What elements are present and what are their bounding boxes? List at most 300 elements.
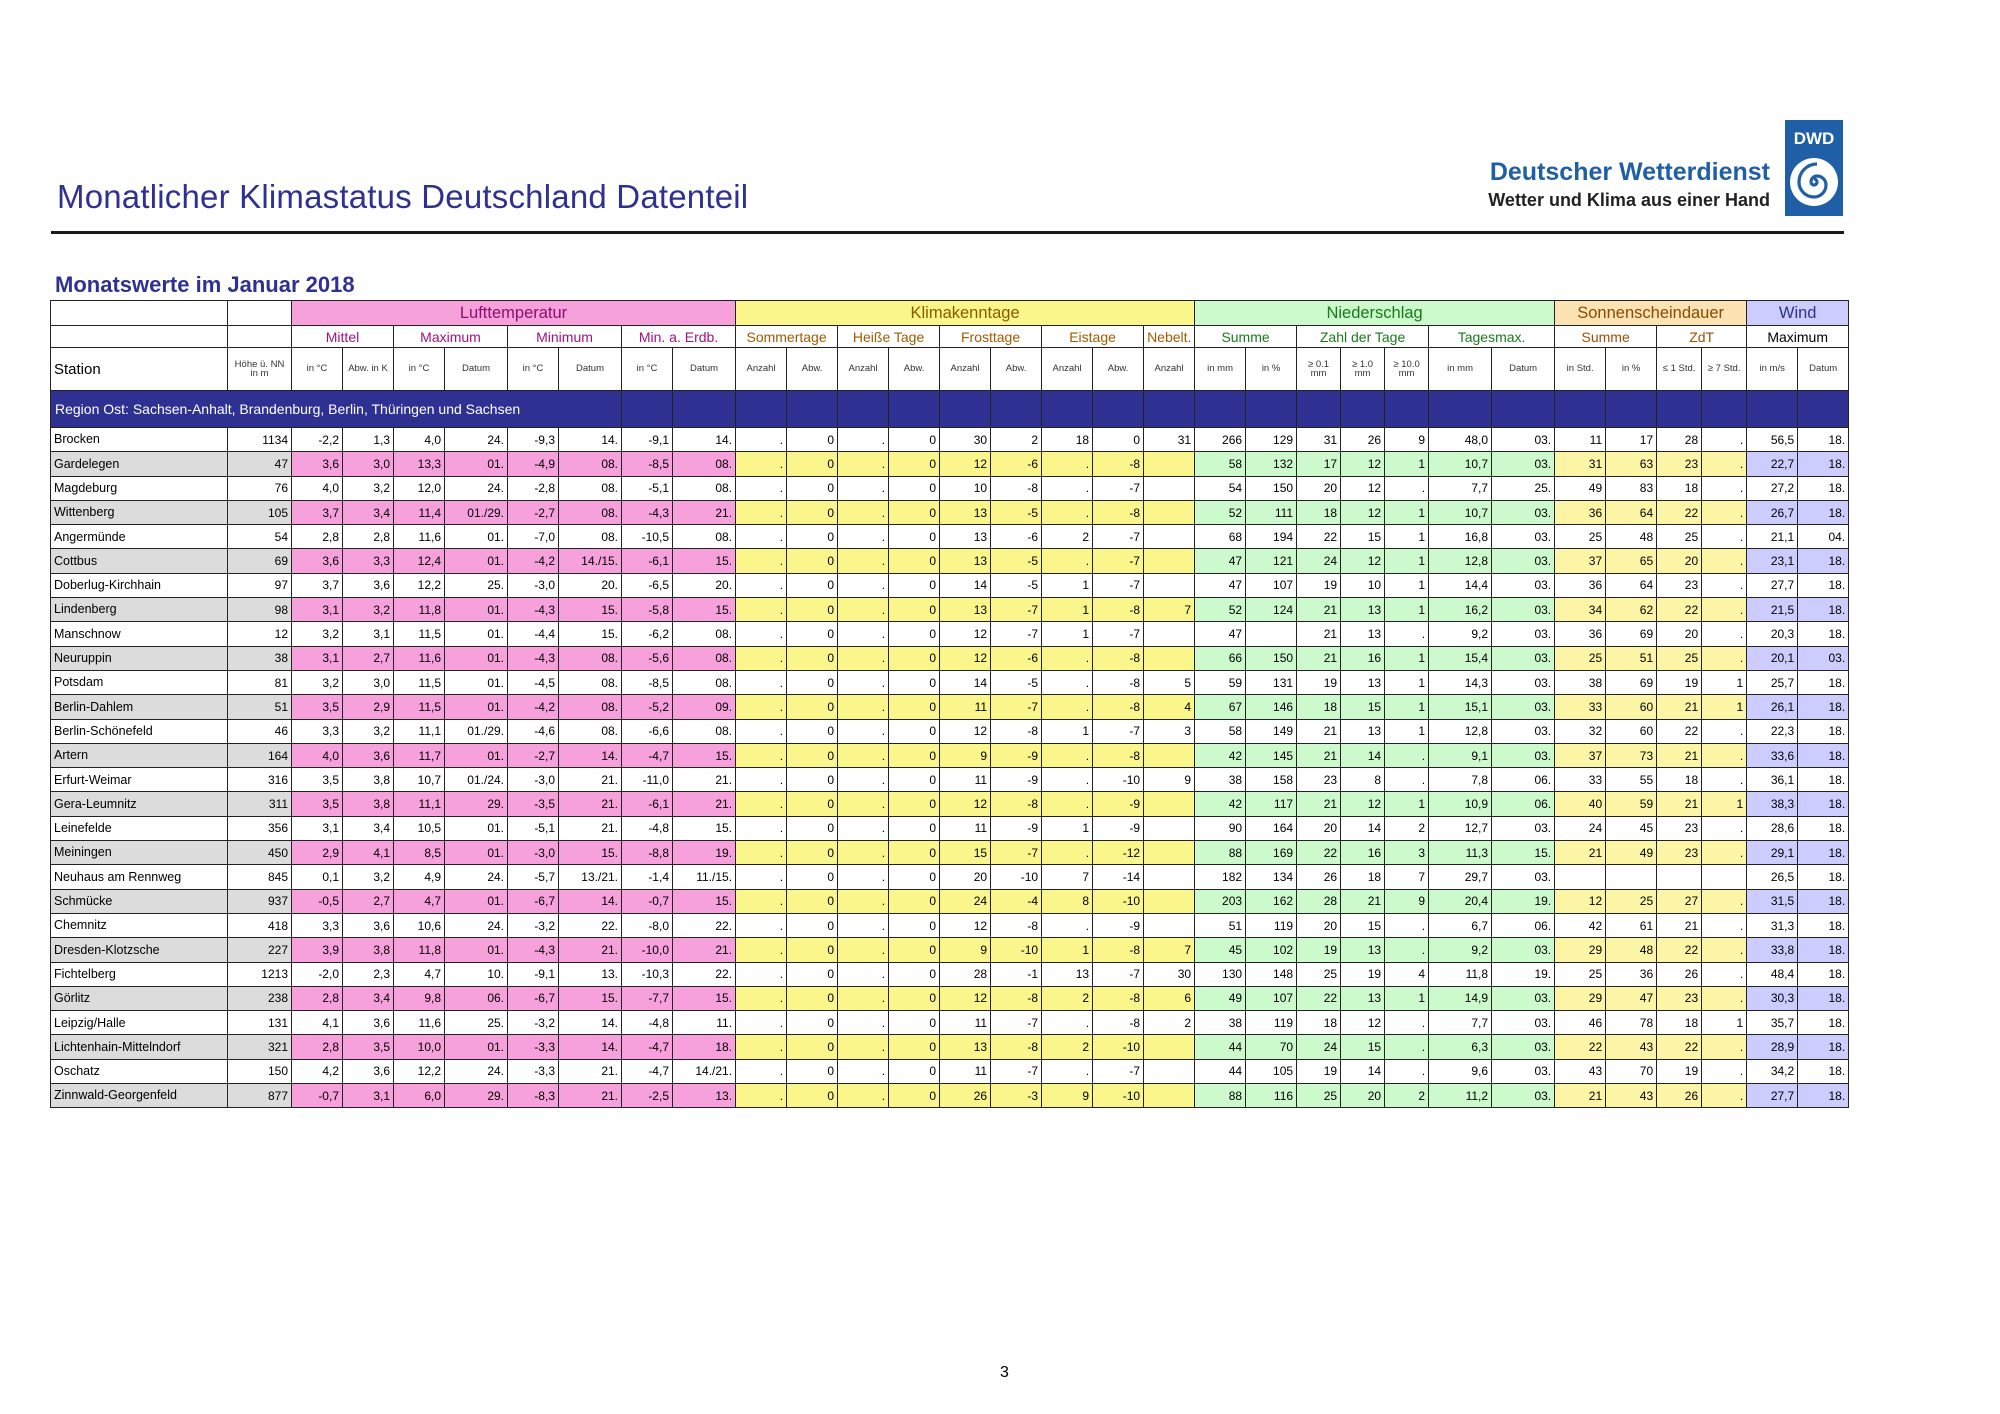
cell-kt-8 — [1144, 889, 1195, 913]
cell-lt-4: -3,0 — [508, 768, 559, 792]
cell-wd-0: 20,1 — [1747, 646, 1798, 670]
station-name: Oschatz — [51, 1059, 228, 1083]
cell-kt-1: 0 — [787, 1059, 838, 1083]
table-row — [51, 598, 1849, 622]
unit-lt-2: in °C — [394, 348, 445, 391]
cell-lt-0: 3,9 — [292, 938, 343, 962]
cell-lt-3: 24. — [445, 913, 508, 937]
cell-lt-7: 21. — [673, 792, 736, 816]
cell-lt-4: -6,7 — [508, 889, 559, 913]
cell-ns-1: 116 — [1246, 1084, 1297, 1108]
cell-kt-6: . — [1042, 743, 1093, 767]
cell-lt-0: 3,3 — [292, 719, 343, 743]
cell-ns-2: 19 — [1297, 573, 1341, 597]
cell-sd-1: 60 — [1606, 695, 1657, 719]
cell-kt-5: -5 — [991, 670, 1042, 694]
cell-ns-2: 21 — [1297, 622, 1341, 646]
cell-kt-3: 0 — [889, 452, 940, 476]
cell-kt-3: 0 — [889, 525, 940, 549]
cell-kt-2: . — [838, 743, 889, 767]
cell-ns-0: 90 — [1195, 816, 1246, 840]
cell-lt-0: 3,3 — [292, 913, 343, 937]
station-hoehe: 131 — [228, 1011, 292, 1035]
cell-lt-1: 2,8 — [343, 525, 394, 549]
cell-wd-1: 18. — [1798, 841, 1849, 865]
cell-sd-0: 46 — [1555, 1011, 1606, 1035]
cell-lt-3: 01. — [445, 622, 508, 646]
cell-ns-6: 03. — [1492, 986, 1555, 1010]
cell-kt-1: 0 — [787, 816, 838, 840]
cell-ns-0: 45 — [1195, 938, 1246, 962]
cell-lt-0: 2,9 — [292, 841, 343, 865]
cell-ns-3: 12 — [1341, 500, 1385, 524]
cell-ns-3: 15 — [1341, 525, 1385, 549]
cell-lt-3: 01. — [445, 938, 508, 962]
cell-lt-7: 14./21. — [673, 1059, 736, 1083]
unit-lt-6: in °C — [622, 348, 673, 391]
cell-sd-3: . — [1702, 743, 1747, 767]
cell-ns-6: 03. — [1492, 525, 1555, 549]
station-name: Görlitz — [51, 986, 228, 1010]
cell-kt-5: -8 — [991, 719, 1042, 743]
cell-lt-7: 19. — [673, 841, 736, 865]
cell-lt-7: 22. — [673, 962, 736, 986]
cell-kt-2: . — [838, 1059, 889, 1083]
cell-sd-2: 18 — [1657, 476, 1702, 500]
cell-sd-0: 22 — [1555, 1035, 1606, 1059]
cell-sd-3: 1 — [1702, 695, 1747, 719]
cell-kt-8 — [1144, 646, 1195, 670]
cell-kt-4: 11 — [940, 816, 991, 840]
cell-lt-5: 14./15. — [559, 549, 622, 573]
cell-kt-1: 0 — [787, 1084, 838, 1108]
cell-sd-3: 1 — [1702, 670, 1747, 694]
cell-lt-4: -3,3 — [508, 1059, 559, 1083]
cell-ns-3: 12 — [1341, 792, 1385, 816]
cell-ns-6: 19. — [1492, 889, 1555, 913]
cell-kt-2: . — [838, 549, 889, 573]
cell-sd-0: 32 — [1555, 719, 1606, 743]
cell-wd-1: 18. — [1798, 938, 1849, 962]
cell-kt-3: 0 — [889, 670, 940, 694]
cell-ns-1: 102 — [1246, 938, 1297, 962]
cell-kt-0: . — [736, 719, 787, 743]
cell-kt-0: . — [736, 1059, 787, 1083]
cell-kt-6: 2 — [1042, 525, 1093, 549]
cell-lt-6: -4,7 — [622, 1059, 673, 1083]
cell-kt-6: 1 — [1042, 938, 1093, 962]
cell-lt-4: -4,5 — [508, 670, 559, 694]
cell-kt-8 — [1144, 500, 1195, 524]
cell-lt-7: 09. — [673, 695, 736, 719]
blank-header — [228, 326, 292, 348]
cell-ns-2: 20 — [1297, 913, 1341, 937]
cell-ns-0: 42 — [1195, 792, 1246, 816]
region-fill — [1747, 391, 1798, 428]
cell-wd-1: 18. — [1798, 476, 1849, 500]
cell-lt-6: -10,0 — [622, 938, 673, 962]
cell-kt-2: . — [838, 962, 889, 986]
cell-sd-1: 83 — [1606, 476, 1657, 500]
cell-lt-2: 12,4 — [394, 549, 445, 573]
cell-ns-2: 22 — [1297, 525, 1341, 549]
cell-wd-1: 18. — [1798, 816, 1849, 840]
cell-kt-1: 0 — [787, 986, 838, 1010]
table-row — [51, 646, 1849, 670]
station-hoehe: 54 — [228, 525, 292, 549]
cell-lt-5: 14. — [559, 428, 622, 452]
cell-lt-0: -2,0 — [292, 962, 343, 986]
cell-ns-4: . — [1385, 1059, 1429, 1083]
cell-lt-3: 01. — [445, 816, 508, 840]
unit-lt-1: Abw. in K — [343, 348, 394, 391]
cell-lt-6: -9,1 — [622, 428, 673, 452]
cell-kt-4: 11 — [940, 768, 991, 792]
cell-ns-6: 03. — [1492, 1035, 1555, 1059]
cell-sd-1: 55 — [1606, 768, 1657, 792]
unit-kt-4: Anzahl — [940, 348, 991, 391]
sub-summe: Summe — [1195, 326, 1297, 348]
unit-sd-0: in Std. — [1555, 348, 1606, 391]
table-row — [51, 865, 1849, 889]
cell-ns-0: 203 — [1195, 889, 1246, 913]
cell-ns-1: 117 — [1246, 792, 1297, 816]
blank-header — [51, 301, 228, 326]
cell-wd-0: 26,1 — [1747, 695, 1798, 719]
cell-sd-1: 78 — [1606, 1011, 1657, 1035]
cell-kt-2: . — [838, 913, 889, 937]
cell-sd-0: 42 — [1555, 913, 1606, 937]
cell-kt-3: 0 — [889, 549, 940, 573]
cell-kt-7: -9 — [1093, 816, 1144, 840]
cell-lt-2: 11,8 — [394, 598, 445, 622]
cell-sd-3: 1 — [1702, 792, 1747, 816]
cell-ns-4: . — [1385, 938, 1429, 962]
cell-kt-8: 5 — [1144, 670, 1195, 694]
cell-lt-4: -3,5 — [508, 792, 559, 816]
cell-lt-1: 3,0 — [343, 670, 394, 694]
cell-ns-0: 44 — [1195, 1059, 1246, 1083]
cell-kt-1: 0 — [787, 476, 838, 500]
cell-ns-5: 9,1 — [1429, 743, 1492, 767]
cell-kt-0: . — [736, 938, 787, 962]
cell-ns-4: . — [1385, 622, 1429, 646]
cell-wd-0: 38,3 — [1747, 792, 1798, 816]
cell-kt-2: . — [838, 816, 889, 840]
cell-kt-0: . — [736, 792, 787, 816]
cell-kt-7: -14 — [1093, 865, 1144, 889]
cell-ns-1: 119 — [1246, 913, 1297, 937]
station-hoehe: 227 — [228, 938, 292, 962]
cell-kt-4: 9 — [940, 938, 991, 962]
cell-kt-7: -10 — [1093, 768, 1144, 792]
cell-wd-0: 23,1 — [1747, 549, 1798, 573]
cell-ns-4: 1 — [1385, 525, 1429, 549]
cell-lt-4: -4,2 — [508, 549, 559, 573]
sub-min-erdb: Min. a. Erdb. — [622, 326, 736, 348]
cell-kt-4: 12 — [940, 719, 991, 743]
cell-wd-1: 18. — [1798, 598, 1849, 622]
cell-lt-1: 3,1 — [343, 622, 394, 646]
cell-ns-0: 88 — [1195, 1084, 1246, 1108]
unit-ns-3: ≥ 1.0 mm — [1341, 348, 1385, 391]
cell-kt-4: 14 — [940, 670, 991, 694]
station-name: Gardelegen — [51, 452, 228, 476]
cell-ns-6: 19. — [1492, 962, 1555, 986]
cell-lt-7: 21. — [673, 768, 736, 792]
cell-sd-1: 73 — [1606, 743, 1657, 767]
unit-sd-1: in % — [1606, 348, 1657, 391]
cell-sd-2: 23 — [1657, 452, 1702, 476]
cell-kt-6: 1 — [1042, 622, 1093, 646]
cell-sd-0: 21 — [1555, 841, 1606, 865]
cell-kt-4: 13 — [940, 549, 991, 573]
cell-lt-0: 3,7 — [292, 500, 343, 524]
cell-lt-2: 10,0 — [394, 1035, 445, 1059]
cell-kt-1: 0 — [787, 889, 838, 913]
cell-ns-2: 18 — [1297, 1011, 1341, 1035]
station-name: Leipzig/Halle — [51, 1011, 228, 1035]
cell-kt-3: 0 — [889, 573, 940, 597]
cell-kt-5: -3 — [991, 1084, 1042, 1108]
cell-lt-0: 3,1 — [292, 598, 343, 622]
cell-lt-2: 11,5 — [394, 670, 445, 694]
unit-lt-3: Datum — [445, 348, 508, 391]
cell-lt-2: 11,5 — [394, 695, 445, 719]
cell-lt-2: 4,9 — [394, 865, 445, 889]
cell-lt-3: 01. — [445, 743, 508, 767]
cell-ns-6: 03. — [1492, 719, 1555, 743]
cell-lt-4: -4,3 — [508, 646, 559, 670]
cell-lt-5: 08. — [559, 476, 622, 500]
cell-kt-0: . — [736, 525, 787, 549]
cell-wd-1: 04. — [1798, 525, 1849, 549]
sub-nebel: Nebelt. — [1144, 326, 1195, 348]
cell-sd-1: 64 — [1606, 573, 1657, 597]
cell-ns-3: 13 — [1341, 622, 1385, 646]
cell-ns-5: 16,2 — [1429, 598, 1492, 622]
cell-lt-0: 3,7 — [292, 573, 343, 597]
station-name: Brocken — [51, 428, 228, 452]
cell-ns-4: 1 — [1385, 792, 1429, 816]
table-row — [51, 1084, 1849, 1108]
cell-ns-5: 7,7 — [1429, 1011, 1492, 1035]
cell-lt-2: 11,8 — [394, 938, 445, 962]
cell-lt-1: 3,2 — [343, 598, 394, 622]
cell-lt-1: 3,1 — [343, 1084, 394, 1108]
cell-ns-2: 21 — [1297, 646, 1341, 670]
cell-lt-5: 15. — [559, 622, 622, 646]
cell-lt-5: 21. — [559, 1084, 622, 1108]
climate-data-table — [50, 300, 1849, 1108]
table-row — [51, 525, 1849, 549]
cell-sd-3: . — [1702, 1084, 1747, 1108]
cell-ns-4: 9 — [1385, 889, 1429, 913]
cell-lt-1: 3,2 — [343, 476, 394, 500]
cell-sd-3: 1 — [1702, 1011, 1747, 1035]
table-row — [51, 913, 1849, 937]
cell-ns-0: 44 — [1195, 1035, 1246, 1059]
cell-sd-3: . — [1702, 476, 1747, 500]
cell-ns-1: 149 — [1246, 719, 1297, 743]
cell-kt-5: -7 — [991, 841, 1042, 865]
cell-lt-6: -10,5 — [622, 525, 673, 549]
cell-wd-1: 18. — [1798, 865, 1849, 889]
station-hoehe: 321 — [228, 1035, 292, 1059]
cell-kt-2: . — [838, 428, 889, 452]
unit-lt-5: Datum — [559, 348, 622, 391]
table-subtitle: Monatswerte im Januar 2018 — [55, 272, 355, 297]
cell-kt-2: . — [838, 1084, 889, 1108]
table-row — [51, 962, 1849, 986]
cell-kt-3: 0 — [889, 500, 940, 524]
cell-ns-4: . — [1385, 768, 1429, 792]
cell-kt-6: . — [1042, 1059, 1093, 1083]
cell-sd-1: 17 — [1606, 428, 1657, 452]
cell-ns-2: 18 — [1297, 500, 1341, 524]
cell-ns-0: 58 — [1195, 452, 1246, 476]
cell-lt-7: 15. — [673, 986, 736, 1010]
cell-lt-0: 4,0 — [292, 476, 343, 500]
cell-kt-4: 12 — [940, 646, 991, 670]
region-fill — [991, 391, 1042, 428]
cell-lt-0: 3,6 — [292, 549, 343, 573]
cell-kt-3: 0 — [889, 719, 940, 743]
cell-lt-2: 13,3 — [394, 452, 445, 476]
cell-lt-0: 4,0 — [292, 743, 343, 767]
cell-ns-1: 162 — [1246, 889, 1297, 913]
cell-sd-3: . — [1702, 525, 1747, 549]
cell-ns-5: 7,8 — [1429, 768, 1492, 792]
cell-ns-1 — [1246, 622, 1297, 646]
cell-ns-3: 16 — [1341, 841, 1385, 865]
unit-wd-1: Datum — [1798, 348, 1849, 391]
cell-lt-5: 15. — [559, 841, 622, 865]
cell-kt-8 — [1144, 573, 1195, 597]
cell-kt-7: -8 — [1093, 938, 1144, 962]
cell-wd-0: 27,2 — [1747, 476, 1798, 500]
cell-ns-6: 03. — [1492, 622, 1555, 646]
cell-lt-3: 01. — [445, 549, 508, 573]
cell-ns-3: 10 — [1341, 573, 1385, 597]
cell-wd-0: 33,8 — [1747, 938, 1798, 962]
cell-kt-5: -7 — [991, 695, 1042, 719]
cell-wd-1: 18. — [1798, 1084, 1849, 1108]
cell-lt-5: 08. — [559, 500, 622, 524]
cell-ns-1: 164 — [1246, 816, 1297, 840]
cell-kt-0: . — [736, 452, 787, 476]
cell-sd-2: 22 — [1657, 938, 1702, 962]
cell-kt-4: 20 — [940, 865, 991, 889]
station-hoehe: 1134 — [228, 428, 292, 452]
cell-ns-6: 25. — [1492, 476, 1555, 500]
cell-kt-8: 4 — [1144, 695, 1195, 719]
cell-wd-1: 18. — [1798, 1059, 1849, 1083]
cell-lt-6: -10,3 — [622, 962, 673, 986]
cell-wd-1: 03. — [1798, 646, 1849, 670]
cell-lt-7: 20. — [673, 573, 736, 597]
cell-kt-3: 0 — [889, 913, 940, 937]
cell-kt-0: . — [736, 428, 787, 452]
cell-ns-5: 11,3 — [1429, 841, 1492, 865]
cell-kt-3: 0 — [889, 695, 940, 719]
cell-ns-5: 14,4 — [1429, 573, 1492, 597]
cell-ns-1: 107 — [1246, 986, 1297, 1010]
cell-lt-4: -4,3 — [508, 598, 559, 622]
cell-kt-1: 0 — [787, 573, 838, 597]
cell-ns-2: 24 — [1297, 549, 1341, 573]
cell-ns-4: . — [1385, 1011, 1429, 1035]
cell-lt-1: 3,4 — [343, 816, 394, 840]
cell-ns-4: . — [1385, 476, 1429, 500]
cell-sd-0: 36 — [1555, 573, 1606, 597]
cell-kt-7: -7 — [1093, 962, 1144, 986]
logo-tagline: Wetter und Klima aus einer Hand — [1488, 190, 1770, 210]
cell-kt-3: 0 — [889, 646, 940, 670]
cell-sd-0: 40 — [1555, 792, 1606, 816]
cell-kt-1: 0 — [787, 428, 838, 452]
cell-lt-7: 21. — [673, 500, 736, 524]
cell-lt-0: 3,5 — [292, 792, 343, 816]
cell-lt-2: 11,7 — [394, 743, 445, 767]
cell-wd-1: 18. — [1798, 452, 1849, 476]
cell-lt-7: 08. — [673, 646, 736, 670]
unit-kt-2: Anzahl — [838, 348, 889, 391]
station-hoehe: 76 — [228, 476, 292, 500]
cell-kt-4: 12 — [940, 622, 991, 646]
cell-lt-2: 10,5 — [394, 816, 445, 840]
cell-wd-0: 22,7 — [1747, 452, 1798, 476]
station-name: Berlin-Dahlem — [51, 695, 228, 719]
station-name: Zinnwald-Georgenfeld — [51, 1084, 228, 1108]
cell-lt-3: 01. — [445, 646, 508, 670]
sub-sommertage: Sommertage — [736, 326, 838, 348]
cell-ns-5: 9,6 — [1429, 1059, 1492, 1083]
cell-ns-3: 14 — [1341, 743, 1385, 767]
station-hoehe: 450 — [228, 841, 292, 865]
table-row — [51, 573, 1849, 597]
cell-kt-3: 0 — [889, 598, 940, 622]
cell-sd-1: 70 — [1606, 1059, 1657, 1083]
cell-kt-8 — [1144, 865, 1195, 889]
cell-ns-3: 12 — [1341, 549, 1385, 573]
cell-ns-6: 06. — [1492, 792, 1555, 816]
cell-sd-3: . — [1702, 428, 1747, 452]
station-name: Artern — [51, 743, 228, 767]
cell-lt-3: 29. — [445, 1084, 508, 1108]
cell-ns-4: 1 — [1385, 500, 1429, 524]
cell-kt-0: . — [736, 816, 787, 840]
cell-kt-6: . — [1042, 500, 1093, 524]
cell-lt-7: 13. — [673, 1084, 736, 1108]
cell-wd-0: 27,7 — [1747, 573, 1798, 597]
cell-kt-1: 0 — [787, 549, 838, 573]
cell-lt-5: 22. — [559, 913, 622, 937]
cell-kt-1: 0 — [787, 525, 838, 549]
table-row — [51, 452, 1849, 476]
station-name: Magdeburg — [51, 476, 228, 500]
cell-lt-5: 08. — [559, 525, 622, 549]
station-name: Erfurt-Weimar — [51, 768, 228, 792]
cell-lt-3: 25. — [445, 573, 508, 597]
cell-ns-3: 12 — [1341, 1011, 1385, 1035]
cell-lt-2: 9,8 — [394, 986, 445, 1010]
cell-ns-2: 26 — [1297, 865, 1341, 889]
cell-wd-1: 18. — [1798, 573, 1849, 597]
cell-sd-0: 25 — [1555, 525, 1606, 549]
cell-lt-5: 08. — [559, 452, 622, 476]
station-hoehe: 51 — [228, 695, 292, 719]
